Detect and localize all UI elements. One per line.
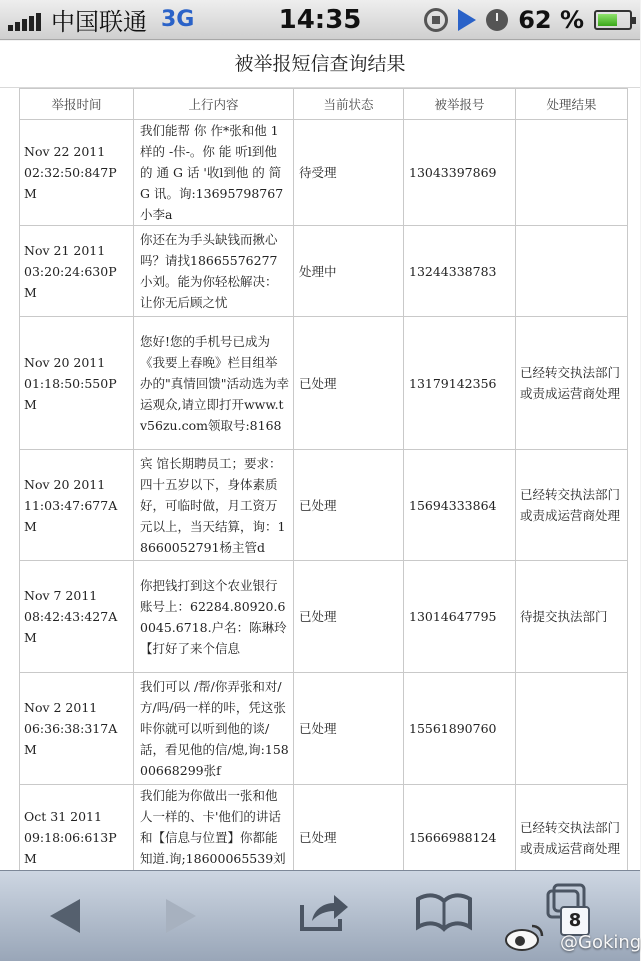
cell-status: 已处理 xyxy=(294,317,404,450)
forward-arrow-icon xyxy=(166,899,196,933)
report-clock: 08:42:43:427AM xyxy=(24,609,118,645)
cell-time xyxy=(20,317,134,450)
forward-button[interactable] xyxy=(148,889,208,941)
cell-time xyxy=(20,450,134,561)
table-row xyxy=(20,317,628,450)
share-icon xyxy=(296,889,352,935)
cell-number: 13043397869 xyxy=(404,120,516,226)
cell-status: 已处理 xyxy=(294,785,404,891)
report-date: Nov 2 2011 xyxy=(24,700,98,715)
header-reported-number: 被举报号 xyxy=(404,89,516,120)
watermark-text: @Goking xyxy=(560,932,641,953)
tab-count-badge[interactable]: 8 xyxy=(560,906,590,936)
cell-result xyxy=(516,226,628,317)
cell-result: 已经转交执法部门或责成运营商处理 xyxy=(516,450,628,561)
report-clock: 02:32:50:847PM xyxy=(24,165,117,201)
battery-icon xyxy=(594,10,632,30)
table-row xyxy=(20,673,628,785)
cell-result: 已经转交执法部门或责成运营商处理 xyxy=(516,317,628,450)
report-date: Nov 21 2011 xyxy=(24,242,106,258)
cell-number: 13244338783 xyxy=(404,226,516,317)
table-header-row xyxy=(20,89,628,120)
weibo-logo-icon xyxy=(502,922,546,952)
cell-status: 已处理 xyxy=(294,450,404,561)
signal-strength-icon xyxy=(8,9,41,31)
play-icon xyxy=(458,9,476,31)
cell-number: 15694333864 xyxy=(404,450,516,561)
clock: 14:35 xyxy=(278,4,362,35)
cell-result: 已经转交执法部门或责成运营商处理 xyxy=(516,785,628,891)
cell-content: 我们可以 /帮/你弄张和对/方/吗/码一样的咔，凭这张咔你就可以听到他的谈/話，看见他的信/熄,询:15800668299张f xyxy=(134,673,294,785)
report-table xyxy=(19,88,628,931)
status-bar xyxy=(0,0,640,40)
cell-result xyxy=(516,673,628,785)
report-clock: 11:03:47:677AM xyxy=(24,497,118,534)
share-button[interactable] xyxy=(296,889,356,941)
cell-number: 13014647795 xyxy=(404,561,516,673)
back-arrow-icon xyxy=(50,899,80,933)
alarm-clock-icon xyxy=(486,9,508,31)
cell-result xyxy=(516,120,628,226)
table-row xyxy=(20,226,628,317)
header-result: 处理结果 xyxy=(516,89,628,120)
table-row xyxy=(20,561,628,673)
report-date: Oct 31 2011 xyxy=(24,809,102,824)
header-status: 当前状态 xyxy=(294,89,404,120)
header-report-time: 举报时间 xyxy=(20,89,134,120)
cell-time xyxy=(20,120,134,226)
back-button[interactable] xyxy=(36,889,96,941)
report-date: Nov 20 2011 xyxy=(24,476,106,492)
cell-status: 待受理 xyxy=(294,120,404,226)
cell-time xyxy=(20,561,134,673)
cell-content: 你还在为手头缺钱而揪心吗？请找18665576277小刘。能为你轻松解决：让你无后顾之忧 xyxy=(134,226,294,317)
battery-percent: 62 % xyxy=(518,6,584,34)
report-clock: 06:36:38:317AM xyxy=(24,721,118,757)
carrier-name: 中国联通 xyxy=(51,8,147,36)
table-row xyxy=(20,120,628,226)
cell-content: 宾 馆长期聘员工；要求：四十五岁以下，身体素质好，可临时做，月工资万元以上，当天结算，询：18660052791杨主管d xyxy=(134,450,294,561)
table-row xyxy=(20,450,628,561)
report-date: Nov 20 2011 xyxy=(24,354,106,370)
page-title: 被举报短信查询结果 xyxy=(0,41,640,88)
header-content: 上行内容 xyxy=(134,89,294,120)
cell-time xyxy=(20,673,134,785)
bookmarks-button[interactable] xyxy=(414,889,474,941)
rotation-lock-icon xyxy=(424,8,448,32)
cell-content: 我们能为你做出一张和他人一样的、卡'他们的讲话和【信息与位置】你都能知道.询;18600065539刘 xyxy=(134,785,294,891)
cell-status: 已处理 xyxy=(294,673,404,785)
cell-number: 13179142356 xyxy=(404,317,516,450)
network-type: 3G xyxy=(161,7,195,32)
cell-result: 待提交执法部门 xyxy=(516,561,628,673)
report-clock: 01:18:50:550PM xyxy=(24,375,117,412)
cell-content: 你把钱打到这个农业银行账号上：62284.80920.60045.6718.户名：陈琳玲【打好了来个信息 xyxy=(134,561,294,673)
cell-number: 15666988124 xyxy=(404,785,516,891)
cell-status: 已处理 xyxy=(294,561,404,673)
cell-number: 15561890760 xyxy=(404,673,516,785)
cell-time xyxy=(20,226,134,317)
bookmarks-book-icon xyxy=(414,889,474,935)
report-clock: 03:20:24:630PM xyxy=(24,263,117,300)
report-date: Nov 22 2011 xyxy=(24,144,106,159)
web-page xyxy=(0,41,640,870)
cell-content: 我们能帮 你 作*张和他 1 样的 -佧-。你 能 听l到他 的 通 G 话 '收l到他 的 简 G 讯。询:13695798767小李a xyxy=(134,120,294,226)
cell-status: 处理中 xyxy=(294,226,404,317)
report-date: Nov 7 2011 xyxy=(24,588,98,603)
report-clock: 09:18:06:613PM xyxy=(24,830,117,866)
cell-content: 您好!您的手机号已成为《我要上春晚》栏目组举办的"真情回馈"活动选为幸运观众,请立即打开www.tv56zu.com领取号:8168 xyxy=(134,317,294,450)
